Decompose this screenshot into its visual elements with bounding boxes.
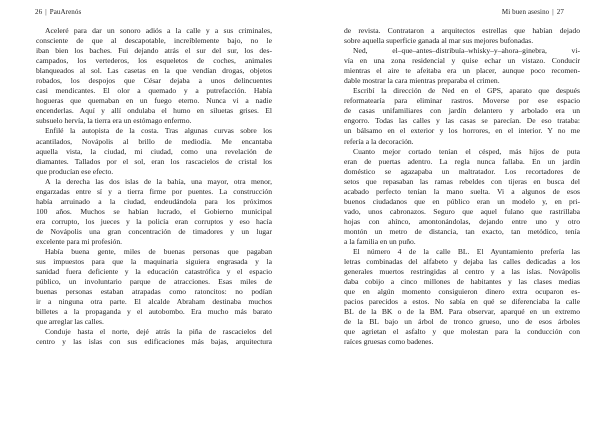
text-line: un bálsamo en el exterior y los horrores, en el interior. Y no me [344,126,580,136]
text-line: hogueras que quemaban en un fuego eterno. Nunca vi a nadie [36,96,272,106]
text-line: buenos ciudadanos que en público eran un modelo y, en pri- [344,196,580,206]
text-line: que en algún momento consiguieron dinero extra ocuparon es- [344,287,580,297]
text-line: casi mendicantes. El olor a quemado y a putrefacción. Había [36,86,272,96]
right-running-head: Mi buen asesino [501,8,550,16]
text-line: consciente de que al descapotable, increíblemente bajo, no le [36,36,272,46]
text-line: Escribí la dirección de Ned en el GPS, aparato que después [353,86,580,96]
text-line: Aceleré para dar un sonoro adiós a la calle y a sus criminales, [45,26,272,35]
text-line: de Novápolis una gran concentración de timadores y un lugar [36,226,272,236]
text-line: de la BL bajo un árbol de tronco grueso, uno de esos árboles [344,317,580,327]
text-line: robados, los despojos que César dejaba a unos delincuentes [36,76,272,86]
text-line: excelente para mi profesión. [36,236,123,246]
text-line: diamantes. Tallados por el sol, eran los rascacielos de cristal los [36,156,272,166]
text-line: refería a la decoración. [344,136,414,146]
right-page-number: 27 [556,8,564,16]
text-line: hojas con ahínco, amontonándolas, dejando entre uno y otro [344,216,580,226]
text-line: sanidad fuera deficiente y la educación catastrófica y el espacio [36,267,272,277]
text-line: acabado perfecto tenían la mano suelta. Vi a algunos de esos [344,186,580,196]
text-line: Había buena gente, miles de buenas personas que pagaban [45,247,272,257]
text-line: buenas personas estaban atrapadas como ratoncitos: no podían [36,287,272,297]
text-line: encenderlas. Aquí y allí ondulaba el humo en siluetas grises. El [36,106,272,116]
text-line: acantilados, Novápolis al brillo de mediodía. Me encantaba [36,136,272,146]
text-line: engorro. Todas las calles y las casas se parecían. De eso trataba: [344,116,580,126]
text-line: mientras el aire te afeitaba era un placer, aunque poco recomen- [344,66,580,76]
right-page [300,0,600,425]
text-line: letras combinadas del alfabeto y dejaba las calles dedicadas a los [344,257,580,267]
left-running-header [35,8,81,16]
text-line: subsuelo hervía, la tierra era un estómago enfermo. [36,116,192,126]
text-line: Conduje hasta el norte, dejé atrás la piña de rascacielos del [45,327,272,337]
text-line: raíces gruesas como badenes. [344,337,434,347]
text-line: de revista. Contrataron a arquitectos estrellas que habían dejado [344,26,580,35]
text-line: vía en una zona residencial y quise echar un vistazo. Conducir [344,56,580,66]
text-line: montón un metro de distancia, tan exacto, tan metódico, tenía [344,226,580,236]
header-separator: | [45,8,47,16]
text-line: 100 años. Muchos se habían lucrado, el Gobierno municipal [36,206,272,216]
text-line: pacios parecidos a estos. No sabía en qué se diferenciaba la calle [344,297,580,307]
text-line: Ned, el–que–antes–distribuía–whisky–y–ahora–ginebra, vi- [353,46,580,56]
text-line: que arreglar las calles. [36,317,104,327]
text-line: había arruinado a la ciudad, endeudándola para los próximos [36,196,272,206]
text-line: aquella vista, la ciudad, mi ciudad, como una revelación de [36,146,272,156]
text-line: reformatearía para eliminar rastros. Moverse por ese espacio [344,96,580,106]
text-line: blanqueados al sol. Las casetas en la que vendían drogas, objetos [36,66,272,76]
text-line: público, un involuntario parque de atracciones. Esas miles de [36,277,272,287]
text-line: Cuanto mejor cortado tenían el césped, más hijos de puta [353,146,580,156]
right-page-body [344,26,580,348]
text-line: que producían ese efecto. [36,166,114,176]
text-line: a la familia en un puño. [344,236,416,246]
left-page-body [36,26,272,348]
text-line: campados, los vertederos, los esqueletos de coches, animales [36,56,272,66]
text-line: sus impuestos para que la maquinaria siguiera engrasada y la [36,257,272,267]
text-line: sobre aquella superficie ganada al mar sus mejores bufonadas. [344,36,534,46]
left-page-number: 26 [35,8,43,16]
text-line: vado, unos cabronazos. Seguro que aquel fulano que rastrillaba [344,206,580,216]
text-line: centro y las islas con sus edificaciones más bajas, arquitectura [36,337,272,347]
text-line: generales muertos restringidas al centro y a las islas. Novápolis [344,267,580,277]
header-separator: | [552,8,554,16]
text-line: que agrietan el asfalto y que molestan para la conducción con [344,327,580,337]
text-line: El número 4 de la calle BL. El Ayuntamiento prefería las [353,247,580,257]
text-line: dable mostrar la cara mientras preparaba el crimen. [344,76,500,86]
text-line: Enfilé la autopista de la costa. Tras algunas curvas sobre los [45,126,272,136]
text-line: daba cobijo a cinco millones de habitantes y las clases medias [344,277,580,287]
text-line: era corrupto, los jueces y la policía eran corruptos y eso hacía [36,216,272,226]
text-line: billetes a la propaganda y el autobombo. Era mucho más barato [36,307,272,317]
text-line: iban bien los baches. Fui dejando atrás el sur del sur, los des- [36,46,272,56]
text-line: de casas unifamiliares con jardín delantero y arbolado era un [344,106,580,116]
text-line: A la derecha las dos islas de la bahía, una mayor, otra menor, [45,176,272,186]
text-line: engarzadas entre sí y a tierra firme por puentes. La construcción [36,186,272,196]
left-running-head: PauArenós [49,8,82,16]
text-line: ir a ninguna otra parte. El alcalde Abraham destinaba muchos [36,297,272,307]
text-line: BL de la BK o de la BM. Para observar, aparqué en un extremo [344,307,580,317]
text-line: setos que repasaban las ramas rebeldes con tijeras en busca del [344,176,580,186]
text-line: doméstico se agazapaba un maltratador. Los recortadores de [344,166,580,176]
text-line: eran de puertas adentro. La regla nunca fallaba. En un jardín [344,156,580,166]
right-running-header [502,8,564,16]
